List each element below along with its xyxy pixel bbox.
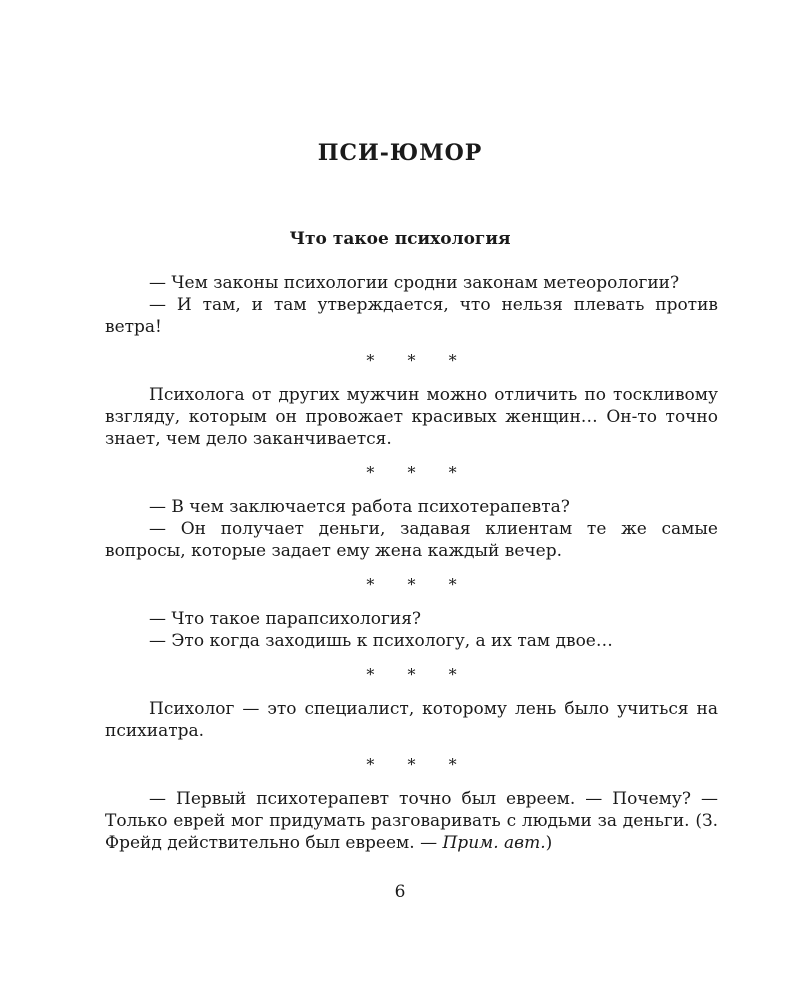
section-title: Что такое психология bbox=[289, 229, 511, 249]
joke-block bbox=[105, 496, 718, 562]
chapter-title: ПСИ-ЮМОР bbox=[317, 140, 483, 166]
paragraph: Психолога от других мужчин можно отличить по тоскливому взгляду, которым он провожает красивых женщин… Он-то точно знает, чем дело заканчивается. bbox=[105, 385, 718, 449]
joke-block bbox=[105, 698, 718, 742]
section-divider: * * * bbox=[366, 755, 471, 774]
paragraph bbox=[105, 788, 718, 854]
paragraph: — И там, и там утверждается, что нельзя плевать против ветра! bbox=[105, 295, 718, 337]
paragraph-text: — Первый психотерапевт точно был евреем. — Почему? — Только еврей мог придумать разговаривать с людьми за деньги. (З. Фрейд действительно был евреем. — bbox=[105, 789, 718, 853]
section-divider: * * * bbox=[366, 665, 471, 684]
note-close: ) bbox=[545, 833, 553, 853]
joke-block bbox=[105, 608, 718, 652]
author-note: Прим. авт. bbox=[442, 833, 546, 853]
paragraph: — Он получает деньги, задавая клиентам те же самые вопросы, которые задает ему жена каждый вечер. bbox=[105, 519, 718, 561]
section-divider: * * * bbox=[366, 575, 471, 594]
paragraph: — Это когда заходишь к психологу, а их там двое… bbox=[149, 631, 613, 651]
section-divider: * * * bbox=[366, 463, 471, 482]
paragraph: — Чем законы психологии сродни законам метеорологии? bbox=[149, 273, 680, 293]
page-number: 6 bbox=[394, 882, 406, 902]
joke-block bbox=[105, 272, 718, 338]
paragraph: — Что такое парапсихология? bbox=[149, 609, 422, 629]
paragraph: Психолог — это специалист, которому лень было учиться на психиатра. bbox=[105, 699, 718, 741]
joke-block bbox=[105, 384, 718, 450]
joke-block bbox=[105, 788, 718, 854]
paragraph: — В чем заключается работа психотерапевта? bbox=[149, 497, 570, 517]
page-content bbox=[105, 272, 718, 854]
section-divider: * * * bbox=[366, 351, 471, 370]
